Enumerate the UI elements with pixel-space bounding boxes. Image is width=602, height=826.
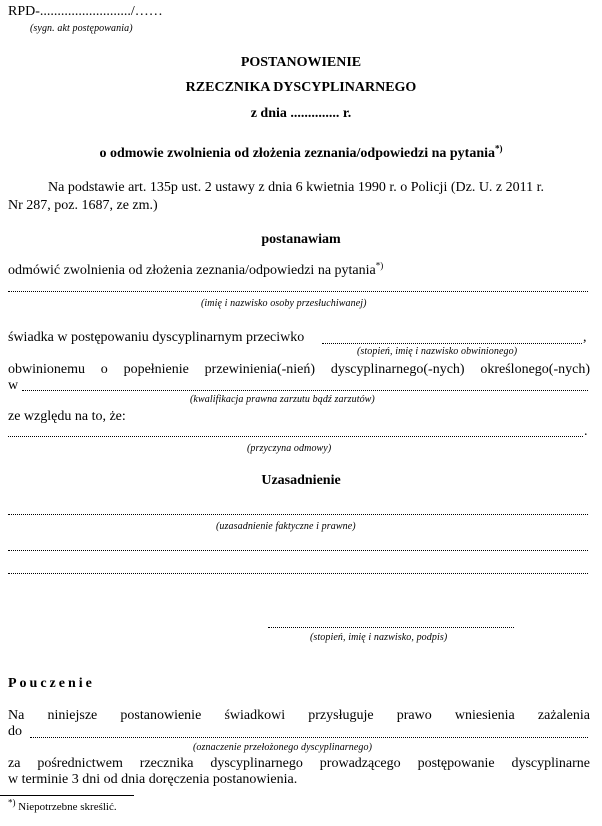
footnote-text: Niepotrzebne skreślić. [15,801,117,813]
signature-line[interactable] [268,627,514,628]
decision-heading: postanawiam [261,232,341,247]
subject-text: o odmowie zwolnienia od złożenia zeznania/odpowiedzi na pytania [99,146,495,161]
justification-caption: (uzasadnienie faktyczne i prawne) [216,521,356,532]
qualification-caption: (kwalifikacja prawna zarzutu bądź zarzutów) [190,394,375,405]
case-number-caption: (sygn. akt postępowania) [30,23,133,34]
instruction-line2: za pośrednictwem rzecznika dyscyplinarnego prowadzącego postępowanie dyscyplinarne [8,756,590,771]
document-title: POSTANOWIENIE [240,55,362,70]
reason-prefix: ze względu na to, że: [8,409,126,424]
decision-text [8,260,384,279]
footnote-mark: *) [8,797,16,808]
instruction-heading: Pouczenie [8,676,95,691]
instruction-line3: w terminie 3 dni od dnia doręczenia postanowienia. [8,772,298,787]
subject-line [0,143,602,162]
justification-line-1[interactable] [8,514,588,515]
accused-line: obwinionemu o popełnienie przewinienia(-nień) dyscyplinarnego(-nych) określonego(-nych) [8,362,590,377]
reason-line[interactable] [8,436,583,437]
decision-text-body: odmówić zwolnienia od złożenia zeznania/odpowiedzi na pytania [8,263,376,278]
signature-caption: (stopień, imię i nazwisko, podpis) [310,632,448,643]
superior-line[interactable] [30,737,588,738]
footnote-divider [0,795,134,796]
instruction-line1: Na niniejsze postanowienie świadkowi przysługuje prawo wniesienia zażalenia [8,708,590,723]
do-prefix: do [8,724,22,739]
justification-line-2[interactable] [8,550,588,551]
justification-heading: Uzasadnienie [261,473,341,488]
person-name-line[interactable] [8,291,588,292]
person-name-caption: (imię i nazwisko osoby przesłuchiwanej) [201,298,367,309]
reason-caption: (przyczyna odmowy) [247,443,332,454]
reason-line-period: . [584,424,588,439]
w-prefix: w [8,378,19,393]
date-line: z dnia .............. r. [250,106,352,121]
witness-line-label: świadka w postępowaniu dyscyplinarnym przeciwko [8,330,305,345]
footnote [8,797,117,813]
footnote-mark: *) [375,260,384,271]
legal-basis-line2: Nr 287, poz. 1687, ze zm.) [8,198,158,213]
qualification-line[interactable] [22,390,588,391]
case-number-field: RPD-........................../…… [8,4,163,19]
witness-line-comma: , [583,330,587,345]
superior-caption: (oznaczenie przełożonego dyscyplinarnego) [193,742,373,753]
justification-line-3[interactable] [8,573,588,574]
footnote-mark: *) [495,143,503,154]
document-subtitle: RZECZNIKA DYSCYPLINARNEGO [185,80,417,95]
legal-basis-line1: Na podstawie art. 135p ust. 2 ustawy z dnia 6 kwietnia 1990 r. o Policji (Dz. U. z 2011 r. [48,180,545,195]
accused-name-line[interactable] [322,343,582,344]
accused-name-caption: (stopień, imię i nazwisko obwinionego) [357,346,518,357]
